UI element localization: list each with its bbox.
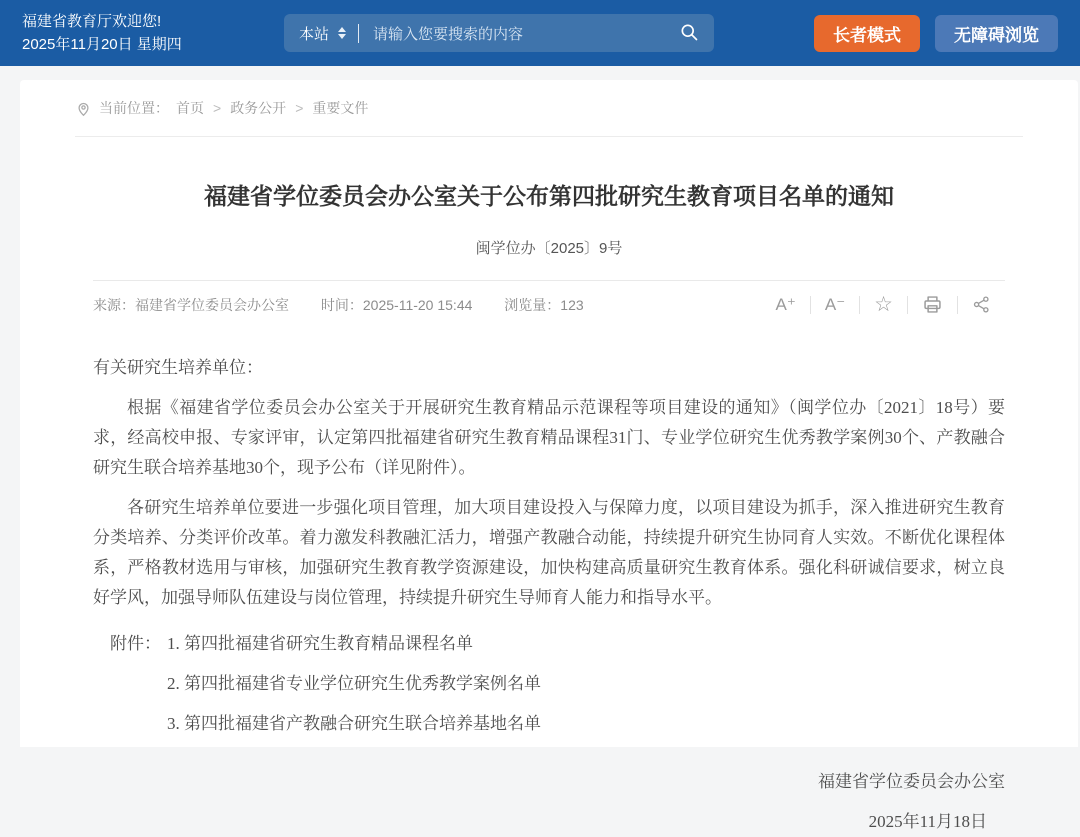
star-icon: ☆ — [874, 293, 893, 316]
top-bar — [0, 0, 1080, 66]
topbar-buttons — [814, 15, 1058, 52]
accessibility-button[interactable]: 无障碍浏览 — [935, 15, 1058, 52]
printer-icon — [922, 294, 943, 315]
print-button[interactable] — [908, 294, 957, 315]
share-icon — [972, 295, 991, 314]
chevron-updown-icon[interactable] — [338, 27, 346, 39]
meta-source: 来源：福建省学位委员会办公室 — [93, 296, 289, 313]
attachments-label: 附件： — [110, 634, 161, 653]
share-button[interactable] — [958, 295, 1005, 314]
search-divider — [358, 24, 359, 43]
salutation: 有关研究生培养单位： — [93, 358, 263, 377]
article — [20, 181, 1078, 837]
breadcrumb-label: 当前位置： — [99, 100, 169, 116]
attachment-list — [167, 629, 541, 749]
signature-org: 福建省学位委员会办公室 — [818, 772, 1005, 791]
meta-row — [93, 294, 1005, 315]
meta-time: 时间：2025-11-20 15:44 — [320, 296, 473, 313]
paragraph-2: 各研究生培养单位要进一步强化项目管理，加大项目建设投入与保障力度，以项目建设为抓手，深入推进研究生教育分类培养、分类评价改革。着力激发科教融汇活力，增强产教融合动能，持续提升研究生协同育人实效。不断优化课程体系，严格教材选用与审核，加强研究生教育教学资源建设，加快构建高质量研究生教育体系。强化科研诚信要求，树立良好学风，加强导师队伍建设与岗位管理，持续提升研究生导师育人能力和指导水平。 — [93, 498, 1005, 607]
signature-date: 2025年11月18日 — [868, 812, 987, 831]
document-number: 闽学位办〔2025〕9号 — [475, 240, 623, 257]
favorite-button[interactable] — [860, 294, 907, 315]
attachment-link-1[interactable]: 1. 第四批福建省研究生教育精品课程名单 — [167, 634, 473, 653]
meta-views: 浏览量：123 — [504, 296, 584, 313]
site-welcome — [22, 10, 272, 56]
breadcrumb-separator: > — [295, 100, 304, 116]
breadcrumb-home[interactable]: 首页 — [176, 100, 204, 116]
elder-mode-button[interactable]: 长者模式 — [814, 15, 920, 52]
search-scope-select[interactable]: 本站 — [299, 25, 330, 43]
welcome-text: 福建省教育厅欢迎您! — [22, 13, 162, 30]
search-submit-button[interactable] — [679, 22, 699, 45]
font-increase-button[interactable]: A⁺ — [762, 295, 810, 315]
article-tools — [762, 294, 1005, 315]
font-decrease-button[interactable]: A⁻ — [811, 295, 859, 315]
breadcrumb-gov-info[interactable]: 政务公开 — [230, 100, 287, 116]
current-date: 2025年11月20日 星期四 — [22, 36, 182, 53]
attachment-link-3[interactable]: 3. 第四批福建省产教融合研究生联合培养基地名单 — [167, 714, 541, 733]
search-input[interactable]: 请输入您要搜索的内容 — [373, 25, 524, 43]
search-box[interactable] — [284, 14, 714, 52]
paragraph-1: 根据《福建省学位委员会办公室关于开展研究生教育精品示范课程等项目建设的通知》（闽学位办〔2021〕18号）要求，经高校申报、专家评审，认定第四批福建省研究生教育精品课程31门、专业学位研究生优秀教学案例30个、产教融合研究生联合培养基地30个，现予公布（详见附件）。 — [93, 398, 1005, 477]
attachment-link-2[interactable]: 2. 第四批福建省专业学位研究生优秀教学案例名单 — [167, 674, 541, 693]
breadcrumb-important-docs[interactable]: 重要文件 — [312, 100, 369, 116]
page-title: 福建省学位委员会办公室关于公布第四批研究生教育项目名单的通知 — [204, 183, 894, 209]
content-card — [20, 80, 1078, 831]
location-pin-icon — [75, 100, 92, 117]
search-icon — [679, 22, 699, 45]
attachments — [110, 629, 1005, 749]
meta-info — [93, 295, 612, 315]
document-body — [93, 353, 1005, 837]
breadcrumb — [75, 80, 1023, 137]
breadcrumb-separator: > — [213, 100, 222, 116]
header-divider — [93, 280, 1005, 281]
